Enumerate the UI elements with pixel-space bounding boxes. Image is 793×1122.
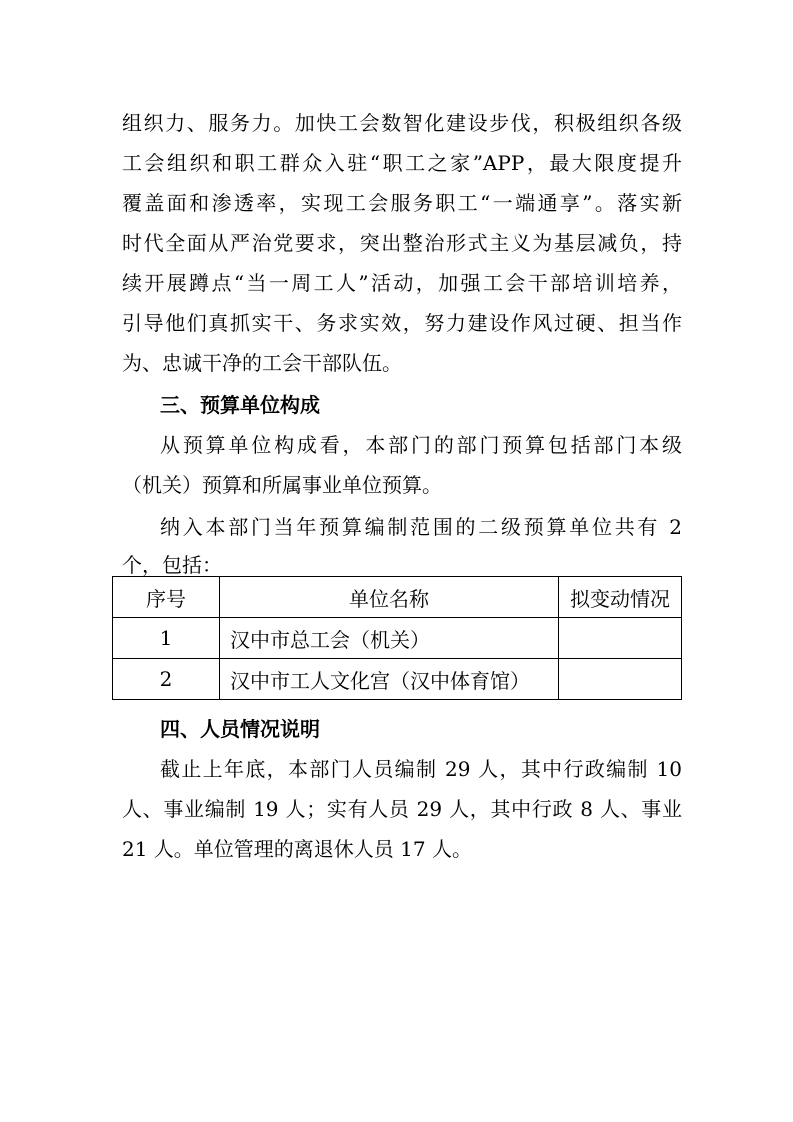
column-header-planned-change: 拟变动情况 bbox=[559, 577, 682, 618]
paragraph-line: 截止上年底，本部门人员编制 29 人，其中行政编制 10 bbox=[160, 757, 682, 781]
paragraph-line: 21 人。单位管理的离退休人员 17 人。 bbox=[122, 837, 472, 861]
table-header-row bbox=[113, 577, 682, 618]
cell-number: 1 bbox=[113, 618, 220, 659]
table-row bbox=[113, 618, 682, 659]
cell-unit-name: 汉中市总工会（机关） bbox=[220, 618, 559, 659]
budget-units-table bbox=[112, 576, 682, 700]
paragraph-line: 覆盖面和渗透率，实现工会服务职工“一端通享”。落实新 bbox=[122, 191, 682, 215]
paragraph-line: 引导他们真抓实干、务求实效，努力建设作风过硬、担当作 bbox=[122, 311, 682, 335]
paragraph-line: 从预算单位构成看，本部门的部门预算包括部门本级 bbox=[160, 433, 682, 457]
section-heading-staff: 四、人员情况说明 bbox=[160, 717, 320, 741]
section-heading-budget-units: 三、预算单位构成 bbox=[160, 393, 320, 417]
paragraph-line: 续开展蹲点“当一周工人”活动，加强工会干部培训培养， bbox=[122, 271, 682, 295]
column-header-number: 序号 bbox=[113, 577, 220, 618]
cell-number: 2 bbox=[113, 659, 220, 700]
paragraph-line: 纳入本部门当年预算编制范围的二级预算单位共有 2 bbox=[160, 515, 682, 539]
column-header-unit-name: 单位名称 bbox=[220, 577, 559, 618]
cell-planned-change bbox=[559, 659, 682, 700]
paragraph-line: （机关）预算和所属事业单位预算。 bbox=[122, 473, 442, 497]
table-row bbox=[113, 659, 682, 700]
paragraph-line: 个，包括： bbox=[122, 553, 222, 577]
paragraph-line: 组织力、服务力。加快工会数智化建设步伐，积极组织各级 bbox=[122, 111, 682, 135]
paragraph-line: 工会组织和职工群众入驻“职工之家”APP，最大限度提升 bbox=[122, 151, 682, 175]
cell-unit-name: 汉中市工人文化宫（汉中体育馆） bbox=[220, 659, 559, 700]
cell-planned-change bbox=[559, 618, 682, 659]
paragraph-line: 为、忠诚干净的工会干部队伍。 bbox=[122, 351, 402, 375]
paragraph-line: 时代全面从严治党要求，突出整治形式主义为基层减负，持 bbox=[122, 231, 682, 255]
paragraph-line: 人、事业编制 19 人；实有人员 29 人，其中行政 8 人、事业 bbox=[122, 797, 682, 821]
